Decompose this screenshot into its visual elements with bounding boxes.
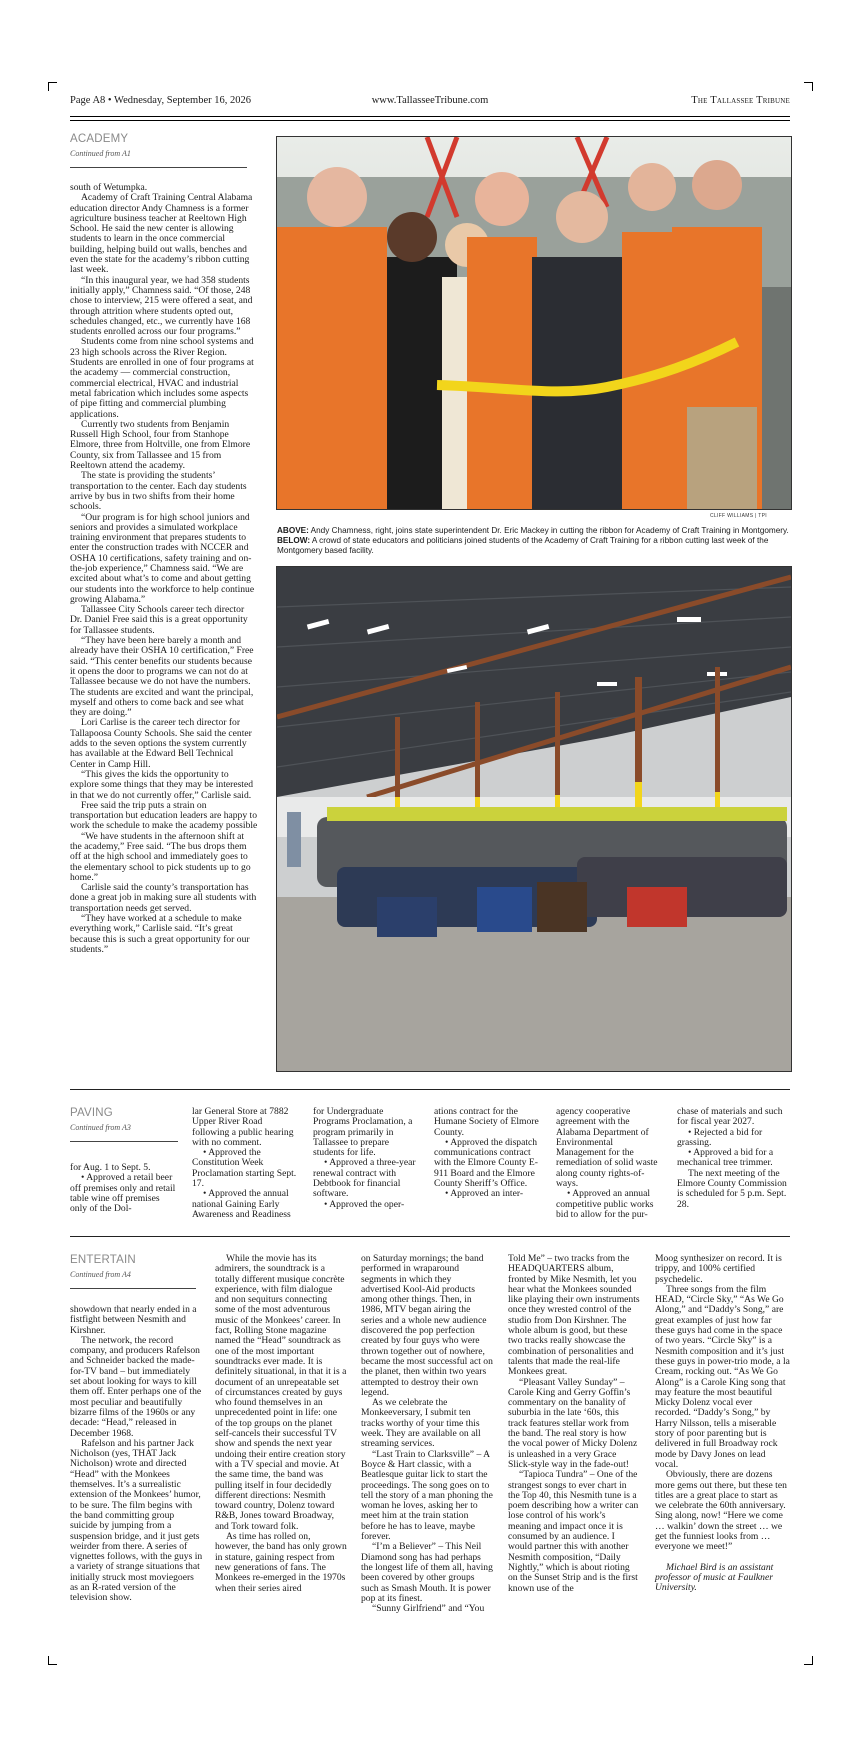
header-double-rule — [70, 116, 790, 121]
caption-below-label: BELOW: — [277, 536, 311, 546]
caption-above-label: ABOVE: — [277, 526, 309, 535]
entertain-column-2 — [215, 1254, 347, 1594]
crop-mark-top-right — [804, 82, 813, 91]
paragraph: “They have been here barely a month and already have their OSHA 10 certification,” Free said. “This center benefits our students because it opens the door to programs we can not do at Tallassee because we do not have the numbers. The students are excited and want the principal, myself and others to come back and see what they are doing.” — [70, 635, 254, 719]
paragraph: The next meeting of the Elmore County Commission is scheduled for 5 p.m. Sept. 28. — [677, 1167, 787, 1210]
paragraph: Academy of Craft Training Central Alabama education director Andy Chamness is a former agriculture business teacher at Reeltown High School. He said the new center is allowing students to learn in the once commercial building, helping build out walls, benches and even the state for the academy’s ribbon cutting last week. — [70, 192, 253, 276]
paragraph: “Our program is for high school juniors and seniors and provides a simulated workplace training environment that prepares students to enter the construction trades with NCCER and OSHA 10 certifications, safety training and on-the-job experience,” Chamness said. “We are excited about what’s to come and about getting our students into the workforce to help continue growing Alabama.” — [70, 511, 255, 605]
paragraph: • Approved the annual national Gaining Early Awareness and Readiness — [192, 1188, 291, 1220]
paragraph: • Approved a three-year renewal contract with Debtbook for financial software. — [313, 1157, 416, 1200]
paragraph: Moog synthesizer on record. It is trippy, and 100% certified psychedelic. — [655, 1253, 782, 1285]
paving-column-1 — [70, 1163, 178, 1214]
page-header — [70, 95, 790, 113]
paragraph: for Undergraduate Programs Proclamation, a program primarily in Tallassee to prepare students for life. — [313, 1106, 413, 1159]
paragraph: As we celebrate the Monkeeversary, I submit ten tracks worthy of your time this week. They are available on all streaming services. — [361, 1397, 481, 1450]
paragraph: south of Wetumpka. — [70, 182, 148, 193]
paragraph: The network, the record company, and producers Rafelson and Schneider backed the made-for-TV band – but immediately set about looking for ways to kill them off. Enter perhaps one of the most peculiar and beautifully bizarre films of the 1960s or any decade: “Head,” released in December 1968. — [70, 1334, 202, 1439]
paving-column-5 — [556, 1107, 662, 1220]
paragraph: • Approved the oper- — [324, 1198, 405, 1210]
paragraph: “In this inaugural year, we had 358 students initially apply,” Chamness said. “Of those, 248 chose to interview, 215 were offered a seat, and through attrition where students opted out, schedules changed, etc., we currently have 168 students enrolled across our four programs.” — [70, 274, 253, 338]
paragraph: “Pleasant Valley Sunday” – Carole King and Gerry Goffin’s commentary on the banality of suburbia in the late ‘60s, this track features stellar work from the band. The real story is how the vocal power of Micky Dolenz is unleashed in a very Grace Slick-style way in the fade-out! — [508, 1376, 638, 1470]
caption-above-text: Andy Chamness, right, joins state superintendent Dr. Eric Mackey in cutting the ribbon for Academy of Craft Training in Montgomery. — [308, 526, 789, 535]
paragraph: “I’m a Believer” – This Neil Diamond song has had perhaps the longest life of them all, having been covered by other groups such as Smash Mouth. It is power pop at its finest. — [361, 1541, 493, 1604]
caption-below-text: A crowd of state educators and politicians joined students of the Academy of Craft Training for a ribbon cutting last week of the Montgomery based facility. — [277, 536, 769, 556]
section-divider-paving — [70, 1089, 790, 1090]
masthead-name: The Tallassee Tribune — [691, 95, 790, 106]
author-bio: Michael Bird is an assistant professor of music at Faulkner University. — [655, 1561, 774, 1594]
crowd-photo — [276, 566, 792, 1072]
paragraph: Rafelson and his partner Jack Nicholson (yes, THAT Jack Nicholson) wrote and directed “Head” with the Monkees themselves. It’s a surrealistic extension of the Monkees’ humor, to be sure. The film begins with the band committing group suicide by jumping from a suspension bridge, and it just gets weirder from there. A series of vignettes follows, with the guys in a variety of strange situations that initially struck most moviegoers as an R-rated version of the television show. — [70, 1437, 203, 1604]
paragraph: Free said the trip puts a strain on transportation but education leaders are happy to work the schedule to make the academy possible — [70, 799, 258, 832]
site-url[interactable]: www.TallasseeTribune.com — [371, 95, 489, 106]
paragraph: • Approved the Constitution Week Proclamation starting Sept. 17. — [192, 1147, 297, 1190]
ribbon-cutting-photo — [276, 136, 792, 510]
paragraph: Told Me” – two tracks from the HEADQUARTERS album, fronted by Mike Nesmith, let you hear what the Monkees sounded like playing their own instruments once they wrested control of the studio from Don Kirshner. The whole album is good, but these two tracks really showcase the combination of personalities and talents that made the real-life Monkees great. — [508, 1253, 640, 1378]
paragraph: showdown that nearly ended in a fistfight between Nesmith and Kirshner. — [70, 1304, 197, 1336]
paragraph: Students come from nine school systems and 23 high schools across the River Region. Students are enrolled in one of four programs at the academy — commercial construction, commercial electrical, HVAC and industrial metal fabrication which includes some aspects of pipe fitting and commercial plumbing applications. — [70, 336, 254, 420]
paragraph: Currently two students from Benjamin Russell High School, four from Stanhope Elmore, three from Holtville, one from Elmore County, six from Tallassee and 15 from Reeltown attend the academy. — [70, 418, 251, 472]
paragraph: While the movie has its admirers, the soundtrack is a totally different musique concrète experience, with film dialogue and non sequiturs connecting some of the most adventurous music of the Monkees’ career. In fact, Rolling Stone magazine named the “Head” soundtrack as one of the most important soundtracks ever made. It is definitely situational, in that it is a document of an unrepeatable set of circumstances created by guys who found themselves in an unprecedented point in life: one of the top groups on the planet self-cancels their successful TV show and spends the next year undoing their entire creation story with a TV special and movie. At the same time, the band was pulling itself in four decidedly different directions: Nesmith toward country, Dolenz toward R&B, Jones toward Broadway, and Tork toward folk. — [215, 1253, 347, 1532]
paragraph: • Approved an inter- — [445, 1188, 524, 1200]
entertain-column-3 — [361, 1254, 493, 1614]
paving-continued: Continued from A3 — [70, 1123, 131, 1132]
paragraph: on Saturday mornings; the band performed in wraparound segments in which they advertised Kool-Aid products among other things. Then, in 1986, MTV began airing the series and a whole new audience discovered the pop perfection created by four guys who were thrown together out of nowhere, became the most successful act on the planet, then within two years attempted to destroy their own legend. — [361, 1253, 493, 1398]
paragraph: • Approved an annual competitive public works bid to allow for the pur- — [556, 1188, 654, 1220]
paragraph: Three songs from the film HEAD, “Circle Sky,” “As We Go Along,” and “Daddy’s Song,” are great examples of just how far these guys had come in the space of two years. “Circle Sky” is a Nesmith composition and it’s just these guys in power-trio mode, a la Cream, rocking out. “As We Go Along” is a Carole King song that may feature the most beautiful Micky Dolenz vocal ever recorded. “Daddy’s Song,” by Harry Nilsson, tells a miserable story of poor parenting but is delivered in full Broadway rock mode by Davy Jones on lead vocal. — [655, 1283, 790, 1470]
paragraph: • Approved a retail beer off premises only and retail table wine off premises only of the Dol- — [70, 1172, 176, 1215]
paragraph: lar General Store at 7882 Upper River Road following a public hearing with no comment. — [192, 1106, 294, 1148]
entertain-column-5 — [655, 1254, 790, 1594]
photo-credit: CLIFF WILLIAMS | TPI — [710, 513, 767, 519]
crop-mark-top-left — [48, 82, 57, 91]
paragraph: ations contract for the Humane Society of Elmore County. — [434, 1106, 539, 1138]
academy-kicker: ACADEMY — [70, 133, 129, 145]
entertain-kicker-rule — [70, 1288, 196, 1289]
crop-mark-bottom-right — [804, 1656, 813, 1665]
academy-continued: Continued from A1 — [70, 149, 131, 158]
paving-column-3 — [313, 1107, 419, 1210]
paving-kicker: PAVING — [70, 1107, 113, 1119]
paragraph: “They have worked at a schedule to make everything work,” Carlisle said. “It’s great because this is such a great opportunity for our students.” — [70, 913, 250, 955]
paragraph: for Aug. 1 to Sept. 5. — [70, 1162, 151, 1173]
crop-mark-bottom-left — [48, 1656, 57, 1665]
paragraph: • Approved a bid for a mechanical tree trimmer. — [677, 1147, 774, 1169]
paragraph: “We have students in the afternoon shift at the academy,” Free said. “The bus drops them off at the high school and immediately goes to the elementary school to pick students up to go home.” — [70, 830, 251, 883]
paragraph: Obviously, there are dozens more gems out there, but these ten titles are a great place to start as we celebrate the 60th anniversary. Sing along, now! “Here we come … walkin’ down the street … we get the funniest looks from … everyone we meet!” — [655, 1469, 787, 1553]
paragraph: agency cooperative agreement with the Alabama Department of Environmental Management for the remediation of solid waste along county rights-of-ways. — [556, 1106, 658, 1190]
entertain-column-4 — [508, 1254, 640, 1594]
academy-kicker-rule — [70, 167, 247, 168]
entertain-kicker: ENTERTAIN — [70, 1254, 136, 1266]
paragraph: “Tapioca Tundra” – One of the strangest songs to ever chart in the Top 40, this Nesmith tune is a poem describing how a writer can lose control of his work’s meaning and impact once it is consumed by an audience. I would partner this with another Nesmith composition, “Daily Nightly,” which is about rioting on the Sunset Strip and is the first known use of the — [508, 1469, 639, 1594]
page-folio: Page A8 • Wednesday, September 16, 2026 — [70, 95, 252, 106]
academy-story-column — [70, 183, 258, 955]
paragraph: “Sunny Girlfriend” and “You — [372, 1603, 485, 1615]
photo-caption — [277, 526, 791, 557]
paragraph: Carlisle said the county’s transportation has done a great job in making sure all students with transportation needs get served. — [70, 882, 257, 914]
entertain-column-1 — [70, 1305, 203, 1604]
paving-column-4 — [434, 1107, 540, 1200]
paragraph: • Rejected a bid for grassing. — [677, 1126, 763, 1148]
paragraph: Tallassee City Schools career tech director Dr. Daniel Free said this is a great opportunity for Tallassee students. — [70, 604, 248, 636]
paragraph: As time has rolled on, however, the band has only grown in stature, gaining respect from new generations of fans. The Monkees re-emerged in the 1970s when their series aired — [215, 1531, 347, 1594]
entertain-continued: Continued from A4 — [70, 1270, 131, 1279]
paragraph: The state is providing the students’ transportation to the center. Each day students arrive by bus in two shifts from their home schools. — [70, 470, 247, 513]
paragraph: • Approved the dispatch communications contract with the Elmore County E-911 Board and the Elmore County Sheriff’s Office. — [434, 1136, 538, 1190]
section-divider-entertain — [70, 1236, 790, 1237]
paragraph: Lori Carlise is the career tech director for Tallapoosa County Schools. She said the center adds to the seven options the system currently has available at the Edward Bell Technical Center in Camp Hill. — [70, 717, 252, 770]
paving-kicker-rule — [70, 1141, 178, 1142]
paragraph: chase of materials and such for fiscal year 2027. — [677, 1106, 783, 1128]
paving-column-2 — [192, 1107, 298, 1220]
paragraph: “Last Train to Clarksville” – A Boyce & Hart classic, with a Beatlesque guitar lick to start the proceedings. The song goes on to tell the story of a man phoning the woman he loves, asking her to meet him at the train station before he has to leave, maybe forever. — [361, 1448, 493, 1543]
paragraph: “This gives the kids the opportunity to explore some things that they may be interested in that we do not currently offer,” Carlisle said. — [70, 768, 254, 801]
paving-column-6 — [677, 1107, 789, 1210]
